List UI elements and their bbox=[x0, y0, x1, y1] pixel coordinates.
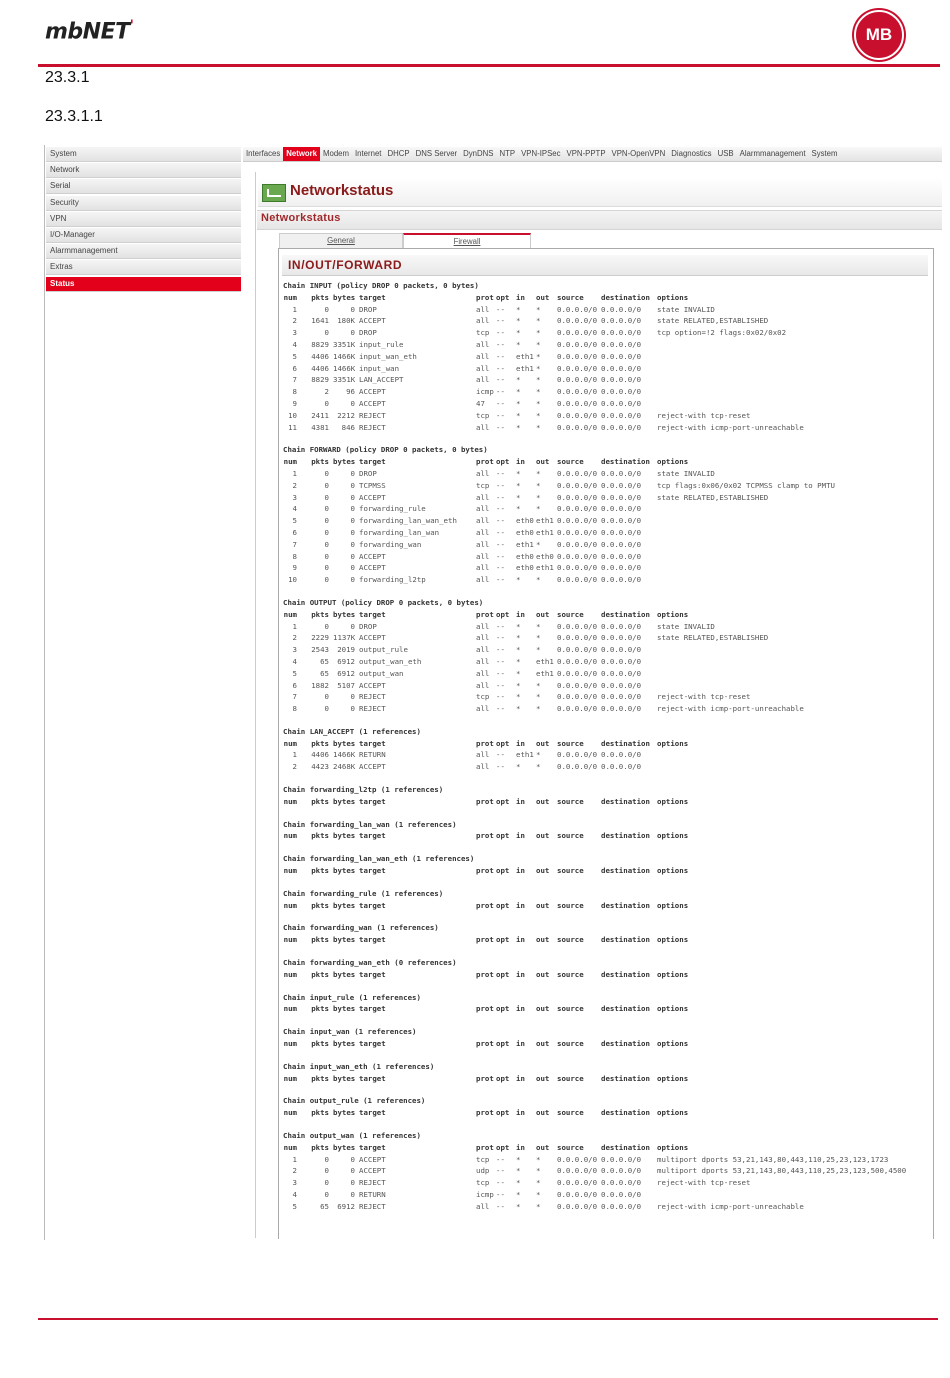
sidebar-item-security[interactable]: Security bbox=[46, 196, 241, 211]
rule-row: 8 0 0 REJECT all -- * * 0.0.0.0/0 0.0.0.0/0 reject-with icmp-port-unreachable bbox=[292, 704, 804, 714]
rule-row: 6 1882 5107 ACCEPT all -- * * 0.0.0.0/0 0.0.0.0/0 bbox=[292, 680, 642, 690]
rule-row: 11 4381 846 REJECT all -- * * 0.0.0.0/0 0.0.0.0/0 reject-with icmp-port-unreachable bbox=[288, 422, 804, 432]
sidebar-item-i-o-manager[interactable]: I/O-Manager bbox=[46, 228, 241, 243]
chain-title: Chain FORWARD (policy DROP 0 packets, 0 bytes) bbox=[283, 445, 488, 455]
chain-title: Chain output_rule (1 references) bbox=[283, 1096, 426, 1106]
chain-title: Chain input_wan_eth (1 references) bbox=[283, 1061, 435, 1071]
chain-header-row: num pkts bytes target prot opt in out source destination options bbox=[283, 609, 689, 619]
top-navigation bbox=[243, 147, 942, 162]
nav-item-vpn-pptp[interactable]: VPN-PPTP bbox=[566, 149, 606, 158]
chain-header-row: num pkts bytes target prot opt in out source destination options bbox=[283, 1142, 689, 1152]
rule-row: 9 0 0 ACCEPT all -- eth0 eth1 0.0.0.0/0 0.0.0.0/0 bbox=[292, 563, 642, 573]
section-number: 23.3.1 bbox=[45, 69, 90, 86]
chain-header-row: num pkts bytes target prot opt in out source destination options bbox=[283, 969, 689, 979]
chain-title: Chain INPUT (policy DROP 0 packets, 0 bytes) bbox=[283, 281, 479, 290]
rule-row: 4 8829 3351K input_rule all -- * * 0.0.0.0/0 0.0.0.0/0 bbox=[292, 339, 642, 349]
rule-row: 4 0 0 forwarding_rule all -- * * 0.0.0.0/0 0.0.0.0/0 bbox=[292, 504, 642, 514]
nav-item-alarmmanagement[interactable]: Alarmmanagement bbox=[739, 149, 806, 158]
rule-row: 3 0 0 ACCEPT all -- * * 0.0.0.0/0 0.0.0.0/0 state RELATED,ESTABLISHED bbox=[292, 492, 769, 502]
rule-row: 10 2411 2212 REJECT tcp -- * * 0.0.0.0/0 0.0.0.0/0 reject-with tcp-reset bbox=[288, 410, 751, 420]
nav-item-system[interactable]: System bbox=[811, 149, 838, 158]
rule-row: 7 0 0 forwarding_wan all -- eth1 * 0.0.0.0/0 0.0.0.0/0 bbox=[292, 539, 642, 549]
subtitle-bar bbox=[257, 210, 942, 230]
sidebar-item-system[interactable]: System bbox=[46, 147, 241, 162]
rule-row: 5 0 0 forwarding_lan_wan_eth all -- eth0 eth1 0.0.0.0/0 0.0.0.0/0 bbox=[292, 516, 642, 526]
sidebar bbox=[46, 147, 241, 293]
rule-row: 7 0 0 REJECT tcp -- * * 0.0.0.0/0 0.0.0.0/0 reject-with tcp-reset bbox=[292, 692, 751, 702]
nav-item-usb[interactable]: USB bbox=[717, 149, 734, 158]
rule-row: 2 0 0 ACCEPT udp -- * * 0.0.0.0/0 0.0.0.0/0 multiport dports 53,21,143,80,443,110,25,23,123,500,4500 bbox=[292, 1166, 907, 1176]
iptables-listing bbox=[283, 280, 938, 1213]
chain-header-row: num pkts bytes target prot opt in out source destination options bbox=[283, 796, 689, 806]
chain-title: Chain input_wan (1 references) bbox=[283, 1027, 417, 1037]
rule-row: 5 4406 1466K input_wan_eth all -- eth1 * 0.0.0.0/0 0.0.0.0/0 bbox=[292, 351, 642, 361]
rule-row: 6 4406 1466K input_wan all -- eth1 * 0.0.0.0/0 0.0.0.0/0 bbox=[292, 363, 642, 373]
rule-row: 7 8829 3351K LAN_ACCEPT all -- * * 0.0.0.0/0 0.0.0.0/0 bbox=[292, 375, 642, 385]
page-title: Networkstatus bbox=[290, 182, 394, 199]
chain-header-row: num pkts bytes target prot opt in out source destination options bbox=[283, 866, 689, 876]
chain-title: Chain forwarding_l2tp (1 references) bbox=[283, 785, 444, 795]
nav-item-dyndns[interactable]: DynDNS bbox=[463, 149, 494, 158]
chain-header-row: num pkts bytes target prot opt in out source destination options bbox=[283, 738, 689, 748]
rule-row: 2 1641 180K ACCEPT all -- * * 0.0.0.0/0 0.0.0.0/0 state RELATED,ESTABLISHED bbox=[292, 316, 769, 326]
subsection-number: 23.3.1.1 bbox=[45, 108, 103, 125]
chain-title: Chain OUTPUT (policy DROP 0 packets, 0 bytes) bbox=[283, 597, 484, 607]
nav-item-ntp[interactable]: NTP bbox=[499, 149, 516, 158]
tab-general[interactable]: General bbox=[279, 233, 403, 248]
rule-row: 4 65 6912 output_wan_eth all -- * eth1 0.0.0.0/0 0.0.0.0/0 bbox=[292, 656, 642, 666]
sidebar-item-vpn[interactable]: VPN bbox=[46, 212, 241, 227]
sidebar-item-extras[interactable]: Extras bbox=[46, 260, 241, 275]
mbnet-logo: mbNET' bbox=[45, 18, 134, 45]
nav-item-interfaces[interactable]: Interfaces bbox=[246, 149, 281, 158]
sidebar-item-alarmmanagement[interactable]: Alarmmanagement bbox=[46, 244, 241, 259]
rule-row: 1 0 0 DROP all -- * * 0.0.0.0/0 0.0.0.0/0 state INVALID bbox=[292, 468, 715, 478]
nav-item-internet[interactable]: Internet bbox=[355, 149, 382, 158]
rule-row: 3 0 0 DROP tcp -- * * 0.0.0.0/0 0.0.0.0/0 tcp option=!2 flags:0x02/0x02 bbox=[292, 328, 787, 338]
footer-rule bbox=[38, 1318, 938, 1320]
chain-title: Chain input_rule (1 references) bbox=[283, 992, 421, 1002]
header-rule bbox=[38, 64, 940, 67]
rule-row: 5 65 6912 REJECT all -- * * 0.0.0.0/0 0.0.0.0/0 reject-with icmp-port-unreachable bbox=[292, 1201, 804, 1211]
nav-item-vpn-ipsec[interactable]: VPN-IPSec bbox=[521, 149, 561, 158]
chain-title: Chain LAN_ACCEPT (1 references) bbox=[283, 726, 421, 736]
nav-item-dhcp[interactable]: DHCP bbox=[387, 149, 410, 158]
nav-item-diagnostics[interactable]: Diagnostics bbox=[671, 149, 712, 158]
chain-header-row: num pkts bytes target prot opt in out source destination options bbox=[283, 292, 689, 302]
chain-title: Chain output_wan (1 references) bbox=[283, 1131, 421, 1141]
rule-row: 2 2229 1137K ACCEPT all -- * * 0.0.0.0/0 0.0.0.0/0 state RELATED,ESTABLISHED bbox=[292, 633, 769, 643]
chain-title: Chain forwarding_wan_eth (0 references) bbox=[283, 958, 457, 968]
mb-badge-logo: MB bbox=[854, 10, 904, 60]
rule-row: 10 0 0 forwarding_l2tp all -- * * 0.0.0.0/0 0.0.0.0/0 bbox=[288, 575, 642, 585]
chain-header-row: num pkts bytes target prot opt in out source destination options bbox=[283, 935, 689, 945]
rule-row: 8 2 96 ACCEPT icmp -- * * 0.0.0.0/0 0.0.0.0/0 bbox=[292, 387, 642, 397]
nav-item-vpn-openvpn[interactable]: VPN-OpenVPN bbox=[611, 149, 666, 158]
rule-row: 9 0 0 ACCEPT 47 -- * * 0.0.0.0/0 0.0.0.0/0 bbox=[292, 398, 642, 408]
nav-item-modem[interactable]: Modem bbox=[323, 149, 350, 158]
rule-row: 1 0 0 ACCEPT tcp -- * * 0.0.0.0/0 0.0.0.0/0 multiport dports 53,21,143,80,443,110,25,23,123,1723 bbox=[292, 1154, 889, 1164]
chain-header-row: num pkts bytes target prot opt in out source destination options bbox=[283, 457, 689, 467]
sidebar-item-status[interactable]: Status bbox=[46, 277, 241, 292]
rule-row: 6 0 0 forwarding_lan_wan all -- eth0 eth1 0.0.0.0/0 0.0.0.0/0 bbox=[292, 527, 642, 537]
rule-row: 3 2543 2019 output_rule all -- * * 0.0.0.0/0 0.0.0.0/0 bbox=[292, 645, 642, 655]
section-title: Networkstatus bbox=[261, 212, 341, 224]
rule-row: 3 0 0 REJECT tcp -- * * 0.0.0.0/0 0.0.0.0/0 reject-with tcp-reset bbox=[292, 1178, 751, 1188]
panel-title: IN/OUT/FORWARD bbox=[288, 258, 403, 272]
network-status-icon bbox=[262, 184, 286, 202]
sidebar-item-network[interactable]: Network bbox=[46, 163, 241, 178]
rule-row: 4 0 0 RETURN icmp -- * * 0.0.0.0/0 0.0.0.0/0 bbox=[292, 1190, 642, 1199]
chain-header-row: num pkts bytes target prot opt in out source destination options bbox=[283, 1108, 689, 1118]
chain-header-row: num pkts bytes target prot opt in out source destination options bbox=[283, 900, 689, 910]
nav-item-network[interactable]: Network bbox=[283, 147, 320, 161]
rule-row: 2 0 0 TCPMSS tcp -- * * 0.0.0.0/0 0.0.0.0/0 tcp flags:0x06/0x02 TCPMSS clamp to PMTU bbox=[292, 480, 835, 490]
tab-firewall[interactable]: Firewall bbox=[403, 233, 531, 249]
chain-title: Chain forwarding_lan_wan (1 references) bbox=[283, 819, 457, 829]
sidebar-item-serial[interactable]: Serial bbox=[46, 179, 241, 194]
chain-header-row: num pkts bytes target prot opt in out source destination options bbox=[283, 831, 689, 841]
chain-header-row: num pkts bytes target prot opt in out source destination options bbox=[283, 1073, 689, 1083]
rule-row: 1 0 0 DROP all -- * * 0.0.0.0/0 0.0.0.0/0 state INVALID bbox=[292, 304, 715, 314]
rule-row: 1 4406 1466K RETURN all -- eth1 * 0.0.0.0/0 0.0.0.0/0 bbox=[292, 750, 642, 760]
rule-row: 2 4423 2468K ACCEPT all -- * * 0.0.0.0/0 0.0.0.0/0 bbox=[292, 762, 642, 772]
chain-title: Chain forwarding_wan (1 references) bbox=[283, 923, 439, 933]
chain-title: Chain forwarding_rule (1 references) bbox=[283, 888, 444, 898]
chain-header-row: num pkts bytes target prot opt in out source destination options bbox=[283, 1004, 689, 1014]
nav-item-dns-server[interactable]: DNS Server bbox=[415, 149, 458, 158]
chain-title: Chain forwarding_lan_wan_eth (1 references) bbox=[283, 854, 475, 864]
rule-row: 1 0 0 DROP all -- * * 0.0.0.0/0 0.0.0.0/0 state INVALID bbox=[292, 621, 715, 631]
rule-row: 8 0 0 ACCEPT all -- eth0 eth0 0.0.0.0/0 0.0.0.0/0 bbox=[292, 551, 642, 561]
rule-row: 5 65 6912 output_wan all -- * eth1 0.0.0.0/0 0.0.0.0/0 bbox=[292, 668, 642, 678]
chain-header-row: num pkts bytes target prot opt in out source destination options bbox=[283, 1039, 689, 1049]
